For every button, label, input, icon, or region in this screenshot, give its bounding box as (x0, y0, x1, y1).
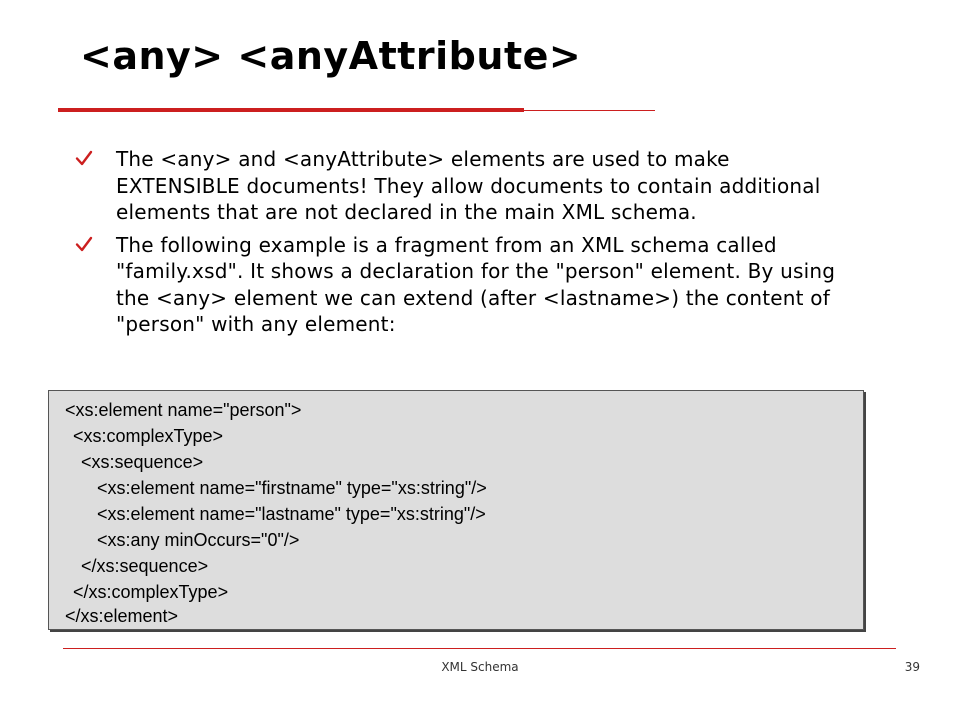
checkmark-icon (74, 234, 94, 254)
page-number: 39 (904, 660, 920, 674)
code-line: <xs:element name="firstname" type="xs:string"/> (97, 478, 487, 498)
code-line: </xs:sequence> (81, 556, 209, 576)
footer-label: XML Schema (441, 660, 519, 674)
bullet-list (70, 146, 850, 344)
bullet-text: The following example is a fragment from an XML schema called "family.xsd". It shows a declaration for the "person" element. By using the <any> element we can extend (after <lastname>) the content of "person" with any element: (116, 232, 836, 336)
title-underline-thin (58, 110, 655, 111)
bullet-item (70, 146, 850, 226)
bullet-item (70, 232, 850, 338)
code-example-box (48, 390, 864, 630)
slide-title: <any> <anyAttribute> (80, 34, 582, 78)
bullet-text: The <any> and <anyAttribute> elements are used to make EXTENSIBLE documents! They allow documents to contain additional elements that are not declared in the main XML schema. (116, 147, 821, 224)
checkmark-icon (74, 148, 94, 168)
code-line: <xs:any minOccurs="0"/> (97, 530, 300, 550)
code-line: <xs:element name="person"> (65, 400, 302, 420)
code-line: <xs:sequence> (81, 452, 204, 472)
code-line: <xs:element name="lastname" type="xs:string"/> (97, 504, 486, 524)
code-line: </xs:element> (65, 606, 179, 626)
footer-divider (63, 648, 896, 649)
code-line: <xs:complexType> (73, 426, 224, 446)
code-line: </xs:complexType> (73, 582, 229, 602)
